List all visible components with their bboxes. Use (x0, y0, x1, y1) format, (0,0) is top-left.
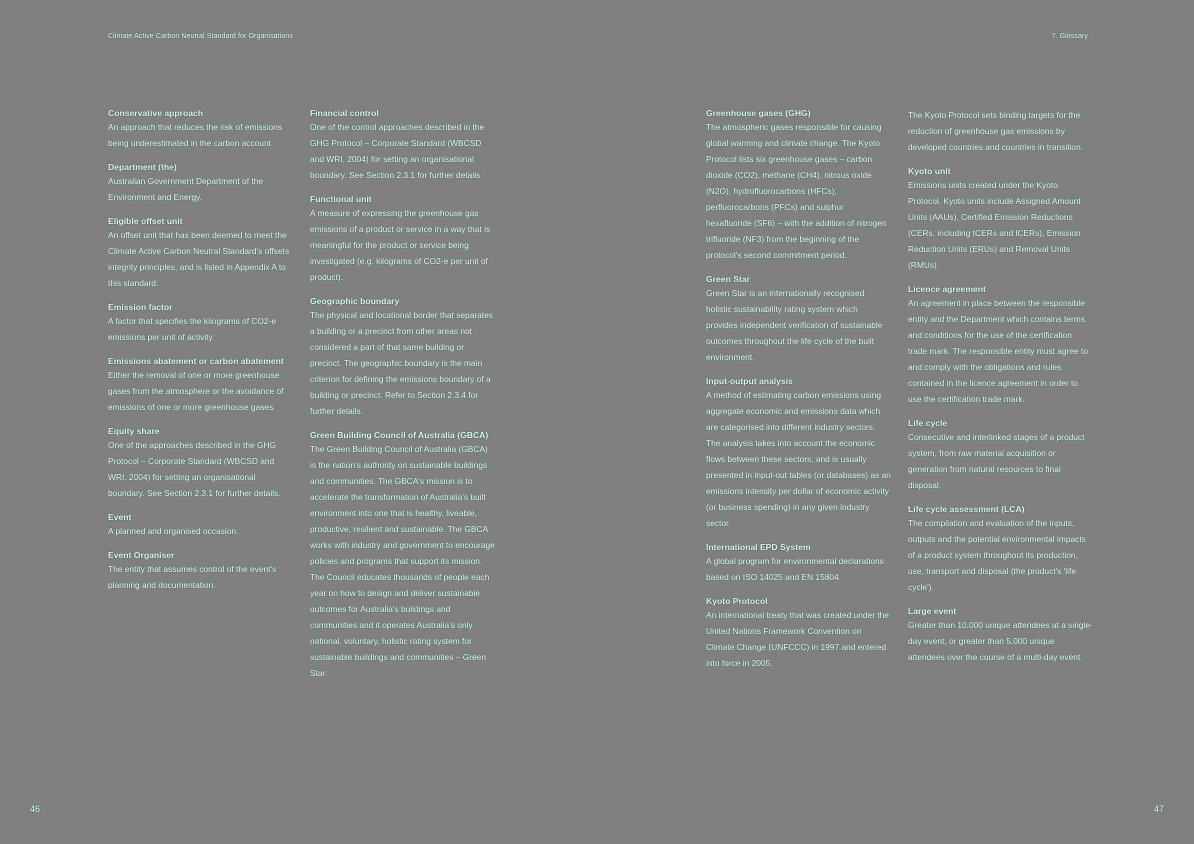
glossary-term: Functional unit (310, 194, 372, 204)
glossary-definition: An offset unit that has been deemed to meet the Climate Active Carbon Neutral Standard's offsets integrity principles, and is listed in Appendix A to this standard. (108, 230, 290, 288)
glossary-definition: A global program for environmental declarations based on ISO 14025 and EN 15804. (706, 556, 884, 582)
glossary-term: Emissions abatement or carbon abatement (108, 356, 284, 366)
glossary-term: Green Star (706, 274, 750, 284)
glossary-term: Kyoto unit (908, 166, 951, 176)
glossary-term: Input-output analysis (706, 376, 793, 386)
glossary-term: Life cycle assessment (LCA) (908, 504, 1025, 514)
glossary-entry (108, 511, 293, 539)
glossary-term: Eligible offset unit (108, 216, 183, 226)
glossary-definition: Emissions units created under the Kyoto Protocol. Kyoto units include Assigned Amount Units (AAUs), Certified Emission Reductions (CERs, including tCERs and lCERs), Emission Reduction Units (ERUs) and Removal Units (RMUs). (908, 180, 1081, 270)
glossary-term: International EPD System (706, 542, 811, 552)
glossary-entry (706, 375, 891, 531)
running-header-left: Climate Active Carbon Neutral Standard for Organisations (108, 33, 293, 40)
glossary-term: Licence agreement (908, 284, 986, 294)
glossary-definition: The entity that assumes control of the event's planning and documentation. (108, 564, 277, 590)
glossary-definition: An approach that reduces the risk of emissions being underestimated in the carbon account. (108, 122, 283, 148)
glossary-definition: One of the control approaches described in the GHG Protocol – Corporate Standard (WBCSD and WRI, 2004) for setting an organisational boundary. See Section 2.3.1 for further details. (310, 122, 485, 180)
glossary-definition: The Kyoto Protocol sets binding targets for the reduction of greenhouse gas emissions by developed countries and countries in transition. (908, 110, 1084, 152)
glossary-term: Event Organiser (108, 550, 175, 560)
glossary-definition: Australian Government Department of the Environment and Energy. (108, 176, 264, 202)
glossary-entry (108, 301, 293, 345)
glossary-entry (706, 273, 891, 365)
glossary-entry (108, 161, 293, 205)
glossary-entry (108, 549, 293, 593)
glossary-definition: Green Star is an internationally recognised holistic sustainability rating system which provides independent verification of sustainable outcomes throughout the life cycle of the built environment. (706, 288, 883, 362)
page-number-left: 46 (30, 804, 41, 814)
glossary-entry (908, 605, 1093, 665)
page-number-right: 47 (1153, 804, 1164, 814)
glossary-definition: A planned and organised occasion. (108, 526, 239, 536)
glossary-term: Department (the) (108, 162, 177, 172)
glossary-term: Emission factor (108, 302, 173, 312)
glossary-definition: The Green Building Council of Australia (GBCA) is the nation's authority on sustainable buildings and communities. The GBCA's mission is to accelerate the transformation of Australia's built environment into one that is healthy, liveable, productive, resilient and sustainable. The GBCA works with industry and government to encourage policies and programs that support its mission. The Council educates thousands of people each year on how to design and deliver sustainable outcomes for Australia's buildings and communities and it operates Australia's only national, voluntary, holistic rating system for sustainable buildings and communities – Green Star. (310, 444, 495, 678)
glossary-entry (108, 215, 293, 291)
glossary-definition: Greater than 10,000 unique attendees at a single-day event, or greater than 5,000 unique attendees over the course of a multi-day event. (908, 620, 1093, 662)
glossary-definition: A measure of expressing the greenhouse gas emissions of a product or service in a way that is meaningful for the product or service being investigated (e.g. kilograms of CO2-e per unit of product). (310, 208, 491, 282)
glossary-entry (908, 417, 1093, 493)
glossary-column-3 (706, 107, 891, 681)
glossary-definition: An agreement in place between the responsible entity and the Department which contains terms and conditions for the use of the certification trade mark. The responsible entity must agree to and comply with the obligations and rules contained in the licence agreement in order to use the certification trade mark. (908, 298, 1088, 404)
glossary-term: Geographic boundary (310, 296, 400, 306)
glossary-entry (908, 283, 1093, 407)
glossary-entry (706, 595, 891, 671)
glossary-definition: Either the removal of one or more greenhouse gases from the atmosphere or the avoidance of emissions of one or more greenhouse gases. (108, 370, 284, 412)
glossary-term: Conservative approach (108, 108, 204, 118)
glossary-entry (908, 165, 1093, 273)
glossary-entry (310, 295, 495, 419)
glossary-entry (908, 503, 1093, 595)
glossary-column-4 (908, 107, 1093, 675)
glossary-entry (310, 429, 495, 681)
glossary-definition: An international treaty that was created under the United Nations Framework Convention on Climate Change (UNFCCC) in 1997 and entered into force in 2005. (706, 610, 889, 668)
glossary-entry (310, 107, 495, 183)
glossary-entry (108, 355, 293, 415)
glossary-definition: Consecutive and interlinked stages of a product system, from raw material acquisition or generation from natural resources to final disposal. (908, 432, 1085, 490)
glossary-term: Large event (908, 606, 957, 616)
glossary-term: Green Building Council of Australia (GBCA) (310, 430, 489, 440)
glossary-definition: A method of estimating carbon emissions using aggregate economic and emissions data which are categorised into different industry sectors. The analysis takes into account the economic flows between these sectors, and is usually presented in input-out tables (or databases) as an emissions intensity per dollar of economic activity (or business spending) in any given industry sector. (706, 390, 891, 528)
glossary-definition: The atmospheric gases responsible for causing global warming and climate change. The Kyoto Protocol lists six greenhouse gases – carbon dioxide (CO2), methane (CH4), nitrous oxide (N2O), hydrofluorocarbons (HFCs), perfluorocarbons (PFCs) and sulphur hexafluoride (SF6) – with the addition of nitrogen trifluoride (NF3) from the beginning of the protocol's second commitment period. (706, 122, 887, 260)
glossary-entry (706, 541, 891, 585)
glossary-entry (108, 425, 293, 501)
glossary-entry (108, 107, 293, 151)
glossary-term: Life cycle (908, 418, 948, 428)
glossary-term: Kyoto Protocol (706, 596, 768, 606)
glossary-definition: The compilation and evaluation of the inputs, outputs and the potential environmental impacts of a product system throughout its production, use, transport and disposal (the product's 'life cycle'). (908, 518, 1086, 592)
running-header-right: 7. Glossary (1051, 33, 1088, 40)
glossary-entry (706, 107, 891, 263)
glossary-term: Event (108, 512, 132, 522)
glossary-column-2 (310, 107, 495, 691)
glossary-definition: A factor that specifies the kilograms of CO2-e emissions per unit of activity. (108, 316, 277, 342)
glossary-term: Equity share (108, 426, 160, 436)
glossary-term: Greenhouse gases (GHG) (706, 108, 811, 118)
glossary-entry-continued (908, 107, 1093, 155)
glossary-term: Financial control (310, 108, 379, 118)
glossary-entry (310, 193, 495, 285)
glossary-definition: The physical and locational border that separates a building or a precinct from other areas not considered a part of that same building or precinct. The geographic boundary is the main criterion for defining the emissions boundary of a building or precinct. Refer to Section 2.3.4 for further details. (310, 310, 493, 416)
glossary-definition: One of the approaches described in the GHG Protocol – Corporate Standard (WBCSD and WRI, 2004) for setting an organisational boundary. See Section 2.3.1 for further details. (108, 440, 281, 498)
glossary-column-1 (108, 107, 293, 603)
